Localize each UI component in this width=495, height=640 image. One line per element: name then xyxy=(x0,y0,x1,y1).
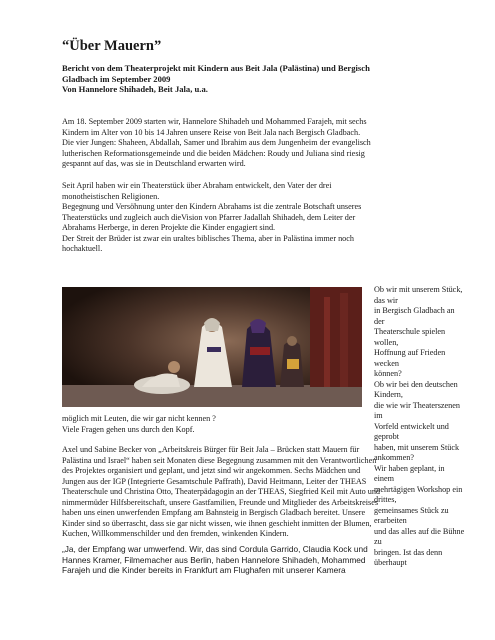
text-line: „Ja, der Empfang war umwerfend. Wir, das sind Cordula Garrido, Claudia Kock und xyxy=(62,544,368,554)
text-line: können? xyxy=(374,369,402,378)
text-line: Ob wir mit unserem Stück, das wir xyxy=(374,285,463,305)
subtitle-line: Gladbach im September 2009 xyxy=(62,73,171,84)
document-title: “Über Mauern” xyxy=(62,38,162,54)
text-line: gemeinsames Stück zu erarbeiten xyxy=(374,505,449,525)
text-line: Theaterstücks und zugleich auch dieVision von Pfarrer Jadallah Shihadeh, dem Leiter der xyxy=(62,212,356,222)
text-line: bringen. Ist das denn überhaupt xyxy=(374,547,443,567)
text-line: nimmermüder Hilfsbereitschaft, unsere Gastfamilien, Freunde und Mitglieder des Arbeitskreises xyxy=(62,497,379,507)
text-line: lutherischen Reformationsgemeinde und die beiden Mädchen: Roudy und Juliana sind riesig xyxy=(62,148,365,158)
subtitle-line: Bericht von dem Theaterprojekt mit Kindern aus Beit Jala (Palästina) und Bergisch xyxy=(62,63,370,73)
text-line: Hoffnung auf Frieden wecken xyxy=(374,348,446,368)
text-line: mehrtägigen Workshop ein drittes, xyxy=(374,484,463,504)
text-line: haben, mit unserem Stück xyxy=(374,442,460,452)
text-line: Viele Fragen gehen uns durch den Kopf. xyxy=(62,424,195,434)
text-line: Kindern im Alter von 10 bis 14 Jahren unsere Reise von Beit Jala nach Bergisch Gladbach. xyxy=(62,127,361,137)
text-line: Am 18. September 2009 starten wir, Hannelore Shihadeh und Mohammed Farajeh, mit sechs xyxy=(62,117,367,126)
text-line: Farajeh und die Kinder bereits in Frankfurt am Flughafen mit unserer Kamera xyxy=(62,565,346,575)
text-line: Ob wir bei den deutschen Kindern, xyxy=(374,379,458,399)
text-line: monotheistischen Religionen. xyxy=(62,191,160,201)
text-line: Jungen aus der IGP (Integrierte Gesamtschule Paffrath), David Heitmann, Leiter der THEAS xyxy=(62,476,367,486)
theater-photo xyxy=(62,287,362,407)
text-line: Wir haben geplant, in einem xyxy=(374,463,445,483)
text-line: ankommen? xyxy=(374,453,415,462)
text-line: Theaterschule und Christina Otto, Theaterpädagogin an der THEAS, Siegfried Keil mit Auto und xyxy=(62,487,381,496)
paragraph-journey xyxy=(62,117,444,170)
text-line: des Projektes organisiert und geplant, und jetzt sind wir angekommen. Sechs Mädchen und xyxy=(62,466,361,475)
author-line: Von Hannelore Shihadeh, Beit Jala, u.a. xyxy=(62,84,208,95)
text-line: Theaterschule spielen wollen, xyxy=(374,327,446,347)
text-line: gespannt auf das, was sie in Deutschland erwarten wird. xyxy=(62,159,246,168)
text-line: Hannes Kramer, Filmemacher aus Berlin, haben Hannelore Shihadeh, Mohammed xyxy=(62,554,366,565)
text-line: Begegnung und Versöhnung unter den Kindern Abrahams ist die zentrale Botschaft unseres xyxy=(62,202,362,211)
text-line: Palästina und Israel“ haben seit Monaten diese Begegnung zusammen mit den Verantwortlichen xyxy=(62,455,377,465)
stage-scene-image xyxy=(62,287,362,407)
text-line: die wie wir Theaterszenen im xyxy=(374,400,461,420)
paragraph-play xyxy=(62,181,444,255)
text-line: Axel und Sabine Becker von „Arbeitskreis Bürger für Beit Jala – Brücken statt Mauern für xyxy=(62,445,360,454)
text-line: und das alles auf die Bühne zu xyxy=(374,526,465,546)
text-line: Abrahams Herberge, in deren Projekte die Kinder engagiert sind. xyxy=(62,223,276,232)
paragraph-filmmakers xyxy=(62,544,452,576)
text-line: haben uns einen unwerfenden Empfang am Bahnsteig in Bergisch Gladbach bereitet. Unsere xyxy=(62,508,366,517)
text-line: Vorfeld entwickelt und geprobt xyxy=(374,421,449,441)
paragraph-welcome xyxy=(62,445,444,540)
text-line: möglich mit Leuten, die wir gar nicht kennen ? xyxy=(62,414,216,423)
text-line: in Bergisch Gladbach an der xyxy=(374,306,455,326)
text-line: Seit April haben wir ein Theaterstück über Abraham entwickelt, den Vater der drei xyxy=(62,181,332,190)
text-line: Die vier Jungen: Shaheen, Abdallah, Samer und Ibrahim aus dem Jungenheim der evangelisch xyxy=(62,138,371,147)
continuation-text xyxy=(62,414,444,435)
text-line: Kuchen, Willkommenschilder und den fremden, winkenden Kindern. xyxy=(62,529,289,538)
text-line: Der Streit der Brüder ist zwar ein uraltes biblisches Thema, aber in Palästina immer noch xyxy=(62,233,355,243)
text-line: Kinder sind so überrascht, dass sie gar nicht wissen, wie ihnen geschieht inmitten der Blumen, xyxy=(62,518,372,528)
text-line: hochaktuell. xyxy=(62,244,103,253)
report-subtitle xyxy=(62,63,442,95)
